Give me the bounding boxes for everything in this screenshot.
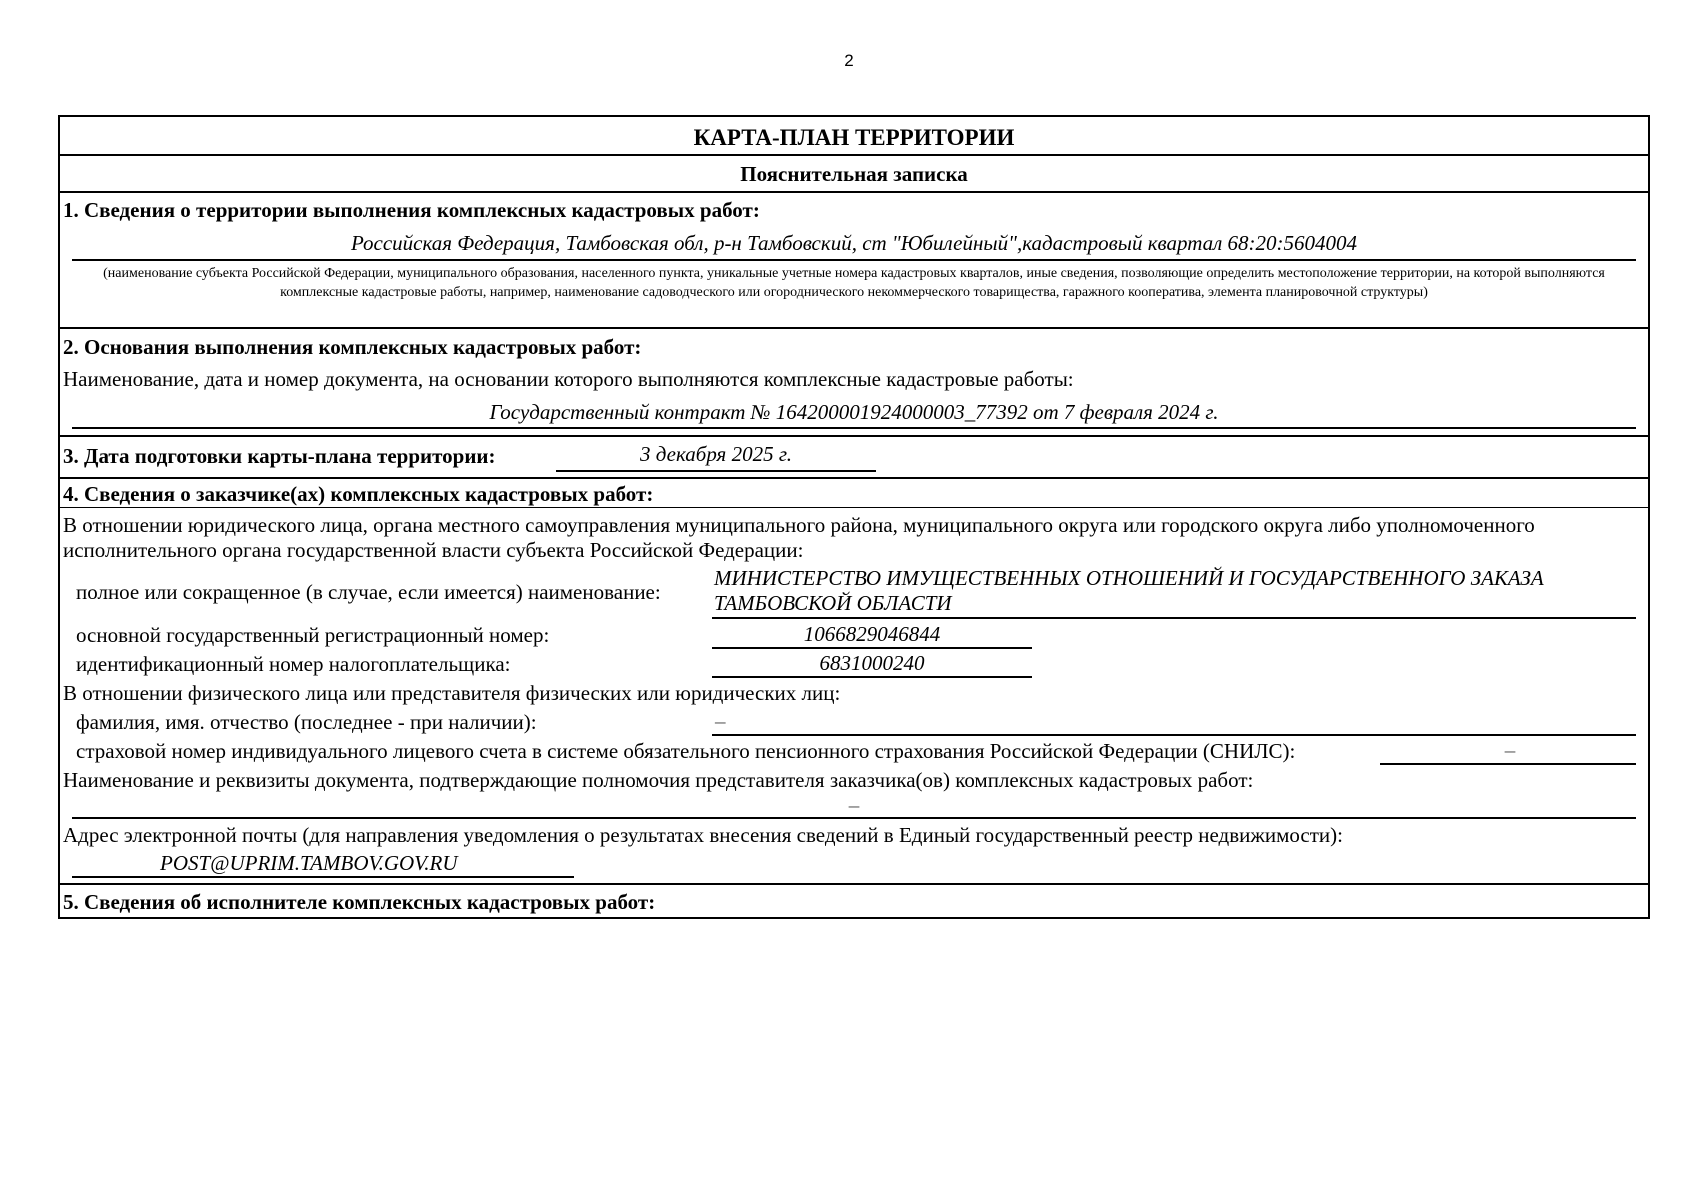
email-underline — [72, 876, 574, 878]
page-number: 2 — [844, 51, 854, 70]
snils-value: – — [1504, 738, 1516, 762]
fio-value: – — [715, 709, 726, 733]
divider — [60, 507, 1648, 508]
person-intro: В отношении физического лица или представителя физических или юридических лиц: — [63, 681, 841, 705]
ogrn-underline — [712, 647, 1032, 649]
divider — [60, 883, 1648, 885]
section4-heading: 4. Сведения о заказчике(ах) комплексных кадастровых работ: — [63, 482, 654, 506]
inn-underline — [712, 676, 1032, 678]
inn-value: 6831000240 — [819, 651, 925, 675]
form-subtitle: Пояснительная записка — [740, 162, 968, 186]
ogrn-label: основной государственный регистрационный номер: — [76, 623, 550, 647]
section1-heading: 1. Сведения о территории выполнения комплексных кадастровых работ: — [63, 198, 760, 222]
form-title: КАРТА-ПЛАН ТЕРРИТОРИИ — [693, 125, 1015, 150]
divider — [60, 154, 1648, 156]
email-value: POST@UPRIM.TAMBOV.GOV.RU — [160, 851, 458, 875]
org-name-underline — [712, 617, 1636, 619]
divider — [60, 435, 1648, 437]
org-name-label: полное или сокращенное (в случае, если имеется) наименование: — [76, 580, 661, 604]
org-name-value: МИНИСТЕРСТВО ИМУЩЕСТВЕННЫХ ОТНОШЕНИЙ И ГОСУДАРСТВЕННОГО ЗАКАЗА ТАМБОВСКОЙ ОБЛАСТИ — [714, 566, 1544, 615]
preparation-date: 3 декабря 2025 г. — [640, 442, 792, 466]
fio-underline — [712, 734, 1636, 736]
divider — [60, 191, 1648, 193]
doc-underline — [72, 817, 1636, 819]
contract-value: Государственный контракт № 164200001924000003_77392 от 7 февраля 2024 г. — [489, 400, 1219, 424]
email-label: Адрес электронной почты (для направления уведомления о результатах внесения сведений в Единый государственный реестр недвижимости): — [63, 823, 1343, 847]
territory-value: Российская Федерация, Тамбовская обл, р-н Тамбовский, ст "Юбилейный",кадастровый квартал 68:20:5604004 — [350, 231, 1358, 255]
snils-label: страховой номер индивидуального лицевого счета в системе обязательного пенсионного страхования Российской Федерации (СНИЛС): — [76, 739, 1296, 763]
doc-label: Наименование и реквизиты документа, подтверждающие полномочия представителя заказчика(ов) комплексных кадастровых работ: — [63, 768, 1254, 792]
inn-label: идентификационный номер налогоплательщика: — [76, 652, 511, 676]
explanatory-note-form — [58, 115, 1650, 919]
section2-heading: 2. Основания выполнения комплексных кадастровых работ: — [63, 335, 642, 359]
snils-underline — [1380, 763, 1636, 765]
legal-entity-intro: В отношении юридического лица, органа местного самоуправления муниципального района, муниципального округа или городского округа либо уполномоченного исполнительного органа государственной власти субъекта Российской Федерации: — [63, 513, 1535, 562]
divider — [60, 477, 1648, 479]
fio-label: фамилия, имя. отчество (последнее - при наличии): — [76, 710, 537, 734]
doc-value: – — [848, 793, 860, 817]
territory-note: (наименование субъекта Российской Федерации, муниципального образования, населенного пункта, уникальные учетные номера кадастровых кварталов, иные сведения, позволяющие определить местоположение территории, на которой выполняются комплексные кадастровые работы, например, наименование садоводческого или огороднического некоммерческого товарищества, гаражного кооператива, элемента планировочной структуры) — [103, 266, 1605, 300]
ogrn-value: 1066829046844 — [803, 622, 941, 646]
section5-heading: 5. Сведения об исполнителе комплексных кадастровых работ: — [63, 890, 656, 914]
date-underline — [556, 470, 876, 472]
contract-underline — [72, 427, 1636, 429]
contract-label: Наименование, дата и номер документа, на основании которого выполняются комплексные кадастровые работы: — [63, 367, 1074, 391]
territory-underline — [72, 259, 1636, 261]
divider — [60, 327, 1648, 329]
section3-heading: 3. Дата подготовки карты-плана территории: — [63, 444, 496, 468]
